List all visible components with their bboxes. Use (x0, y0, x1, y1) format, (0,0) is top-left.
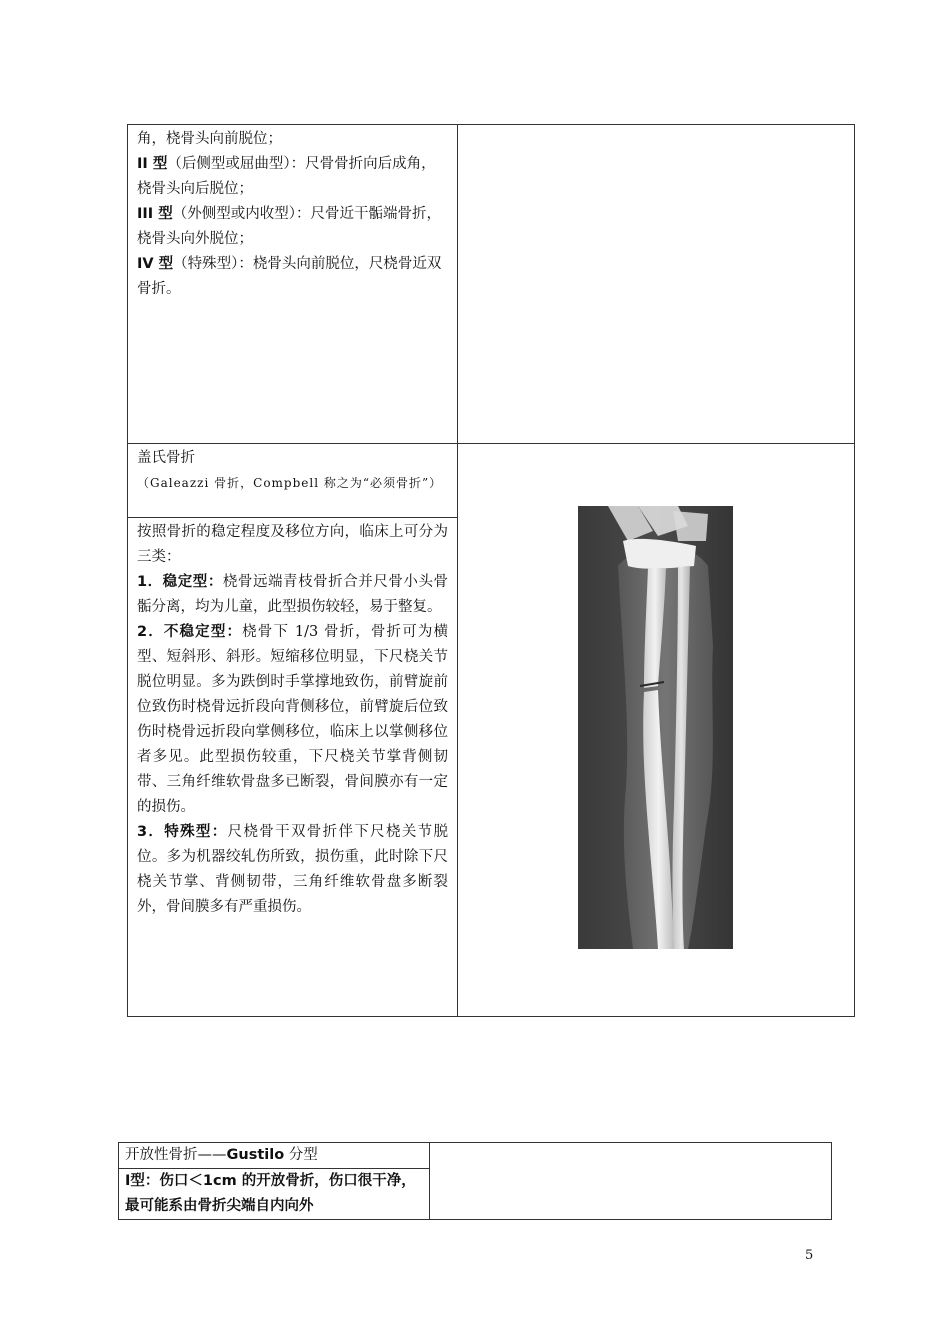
unstable-type-label: 2．不稳定型： (137, 624, 243, 640)
gustilo-table (118, 1142, 832, 1220)
empty-image-cell (458, 125, 855, 444)
stable-type-label: 1．稳定型： (137, 574, 223, 590)
special-type-paragraph (137, 820, 448, 920)
type2-text: （后侧型或屈曲型）：尺骨骨折向后成角，桡骨头向后脱位； (137, 156, 436, 197)
galeazzi-title: 盖氏骨折 (137, 450, 195, 466)
xray-cell (458, 444, 855, 1017)
type4-label: IV 型 (137, 256, 174, 272)
unstable-type-paragraph (137, 620, 448, 820)
galeazzi-types-cell (128, 518, 458, 1017)
table-row (119, 1143, 832, 1169)
type2-paragraph (137, 152, 448, 202)
gustilo-title-cell (119, 1143, 430, 1169)
page-number: 5 (805, 1248, 814, 1263)
unstable-type-text: 桡骨下 1/3 骨折，骨折可为横型、短斜形、斜形。短缩移位明显，下尺桡关节脱位明显。多为跌倒时手掌撑地致伤，前臂旋前位致伤时桡骨远折段向背侧移位，前臂旋后位致伤时桡骨远折段向掌侧移位，临床上以掌侧移位者多见。此型损伤较重，下尺桡关节掌背侧韧带、三角纤维软骨盘多已断裂，骨间膜亦有一定的损伤。 (137, 624, 448, 815)
special-type-text: 尺桡骨干双骨折伴下尺桡关节脱位。多为机器绞轧伤所致，损伤重，此时除下尺桡关节掌、背侧韧带，三角纤维软骨盘多断裂外，骨间膜多有严重损伤。 (137, 824, 449, 915)
type4-paragraph (137, 252, 448, 302)
stable-type-paragraph (137, 570, 448, 620)
forearm-xray-image (578, 506, 733, 949)
fracture-classification-table (127, 124, 855, 1017)
monteggia-types-cell (128, 125, 458, 444)
galeazzi-subtitle: （Galeazzi 骨折，Compbell 称之为“必须骨折”） (137, 476, 443, 490)
galeazzi-header-cell (128, 444, 458, 518)
gustilo-title-prefix: 开放性骨折—— (125, 1147, 227, 1163)
special-type-label: 3．特殊型： (137, 824, 228, 840)
gustilo-empty-cell (430, 1143, 832, 1220)
table-row (128, 125, 855, 444)
type2-label: II 型 (137, 156, 168, 172)
type4-text: （特殊型）：桡骨头向前脱位，尺桡骨近双骨折。 (137, 256, 442, 297)
type3-text: （外侧型或内收型）：尺骨近干骺端骨折，桡骨头向外脱位； (137, 206, 441, 247)
gustilo-title-suffix: 分型 (284, 1147, 318, 1163)
type1-continuation: 角，桡骨头向前脱位； (137, 131, 282, 147)
gustilo-title-bold: Gustilo (226, 1147, 285, 1163)
gustilo-type1-cell: Ⅰ型：伤口＜1cm 的开放骨折，伤口很干净，最可能系由骨折尖端自内向外 (119, 1169, 430, 1220)
type3-label: III 型 (137, 206, 173, 222)
galeazzi-intro: 按照骨折的稳定程度及移位方向，临床上可分为三类： (137, 524, 448, 565)
table-row (128, 444, 855, 518)
type3-paragraph (137, 202, 448, 252)
stable-type-text: 桡骨远端青枝骨折合并尺骨小头骨骺分离，均为儿童，此型损伤较轻，易于整复。 (137, 574, 449, 615)
